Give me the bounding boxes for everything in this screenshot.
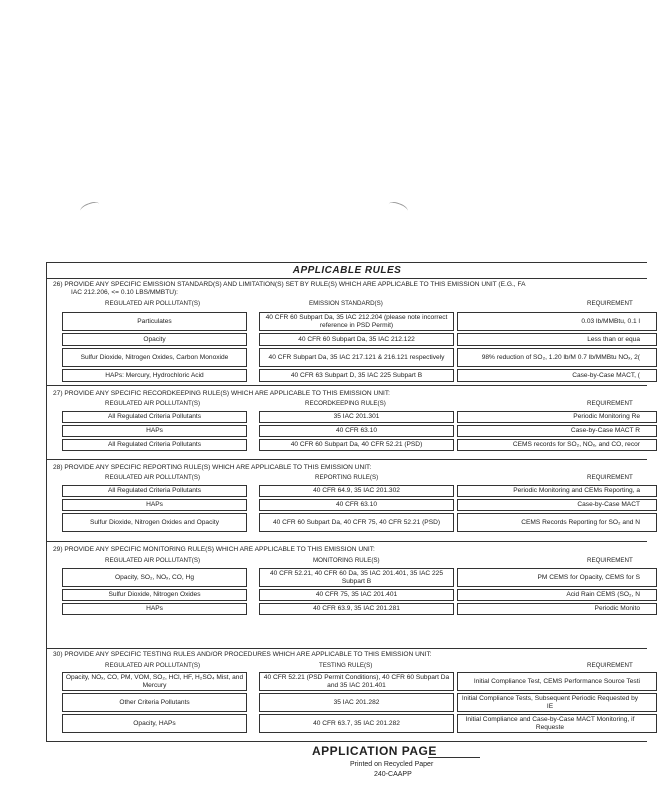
table-cell: Opacity, NOₓ, CO, PM, VOM, SO₂, HCl, HF, H₂SO₄ Mist, and Mercury <box>62 672 247 691</box>
col-header-pollutants: REGULATED AIR POLLUTANT(S) <box>105 300 201 307</box>
section-29-instruction: 29) PROVIDE ANY SPECIFIC MONITORING RULE(S) WHICH ARE APPLICABLE TO THIS EMISSION UNIT: <box>53 546 375 553</box>
table-cell: HAPs <box>62 425 247 437</box>
table-cell: All Regulated Criteria Pollutants <box>62 411 247 423</box>
table-cell: 40 CFR 60 Subpart Da, 35 IAC 212.122 <box>259 333 454 346</box>
col-header-pollutants: REGULATED AIR POLLUTANT(S) <box>105 557 201 564</box>
table-cell: 40 CFR 60 Subpart Da, 40 CFR 75, 40 CFR 52.21 (PSD) <box>259 513 454 532</box>
divider <box>47 459 647 460</box>
col-header-requirement: REQUIREMENT <box>587 662 633 669</box>
table-cell: Case-by-Case MACT <box>457 499 657 511</box>
table-cell: All Regulated Criteria Pollutants <box>62 439 247 451</box>
form-title: APPLICABLE RULES <box>292 265 402 276</box>
col-header-requirement: REQUIREMENT <box>587 400 633 407</box>
table-cell: All Regulated Criteria Pollutants <box>62 485 247 497</box>
table-cell: Initial Compliance Test, CEMS Performance Source Testi <box>457 672 657 691</box>
table-cell: 40 CFR 52.21 (PSD Permit Conditions), 40 CFR 60 Subpart Da and 35 IAC 201.401 <box>259 672 454 691</box>
col-header-recordkeeping: RECORDKEEPING RULE(S) <box>305 400 386 407</box>
divider <box>47 278 647 279</box>
table-cell: 40 CFR 63.7, 35 IAC 201.282 <box>259 714 454 733</box>
col-header-requirement: REQUIREMENT <box>587 557 633 564</box>
divider <box>47 648 647 649</box>
table-cell: 40 CFR 63 Subpart D, 35 IAC 225 Subpart B <box>259 369 454 382</box>
page-number-blank <box>428 757 480 758</box>
table-cell: Initial Compliance and Case-by-Case MACT Monitoring, if Requeste <box>457 714 657 733</box>
table-cell: Sulfur Dioxide, Nitrogen Oxides, Carbon Monoxide <box>62 348 247 367</box>
section-26-instruction-cont: IAC 212.206, <= 0.10 LBS/MMBTU): <box>71 289 179 296</box>
table-cell: Periodic Monito <box>457 603 657 615</box>
punch-mark <box>387 200 409 215</box>
col-header-pollutants: REGULATED AIR POLLUTANT(S) <box>105 400 201 407</box>
application-page-label: APPLICATION PAGE <box>312 744 437 758</box>
table-cell: Particulates <box>62 312 247 331</box>
table-cell: 40 CFR Subpart Da, 35 IAC 217.121 & 216.121 respectively <box>259 348 454 367</box>
col-header-requirement: REQUIREMENT <box>587 474 633 481</box>
section-28-instruction: 28) PROVIDE ANY SPECIFIC REPORTING RULE(S) WHICH ARE APPLICABLE TO THIS EMISSION UNIT: <box>53 464 372 471</box>
table-cell: Acid Rain CEMS (SO₂, N <box>457 589 657 601</box>
table-cell: 40 CFR 63.10 <box>259 425 454 437</box>
table-cell: PM CEMS for Opacity, CEMS for S <box>457 568 657 587</box>
col-header-pollutants: REGULATED AIR POLLUTANT(S) <box>105 474 201 481</box>
divider <box>47 385 647 386</box>
table-cell: 35 IAC 201.282 <box>259 693 454 712</box>
col-header-standards: EMISSION STANDARD(S) <box>309 300 383 307</box>
applicable-rules-form <box>46 262 647 742</box>
table-cell: Periodic Monitoring and CEMs Reporting, a <box>457 485 657 497</box>
table-cell: HAPs: Mercury, Hydrochloric Acid <box>62 369 247 382</box>
section-26-instruction: 26) PROVIDE ANY SPECIFIC EMISSION STANDARD(S) AND LIMITATION(S) SET BY RULE(S) WHICH ARE APPLICABLE TO THIS EMISSION UNIT (E.G., FA <box>53 281 526 288</box>
table-cell: Other Criteria Pollutants <box>62 693 247 712</box>
table-cell: 35 IAC 201.301 <box>259 411 454 423</box>
form-code: 240-CAAPP <box>374 771 412 778</box>
table-cell: 40 CFR 64.9, 35 IAC 201.302 <box>259 485 454 497</box>
table-cell: Opacity, SO₂, NOₓ, CO, Hg <box>62 568 247 587</box>
table-cell: 98% reduction of SO₂, 1.20 lb/M 0.7 lb/MMBtu NOₓ, 2( <box>457 348 657 367</box>
table-cell: 40 CFR 60 Subpart Da, 40 CFR 52.21 (PSD) <box>259 439 454 451</box>
table-cell: CEMS records for SO₂, NOₓ, and CO, recor <box>457 439 657 451</box>
table-cell: HAPs <box>62 603 247 615</box>
col-header-reporting: REPORTING RULE(S) <box>315 474 379 481</box>
table-cell: 0.03 lb/MMBtu, 0.1 l <box>457 312 657 331</box>
col-header-testing: TESTING RULE(S) <box>319 662 373 669</box>
table-cell: 40 CFR 63.9, 35 IAC 201.281 <box>259 603 454 615</box>
table-cell: CEMS Records Reporting for SO₂ and N <box>457 513 657 532</box>
table-cell: Case-by-Case MACT R <box>457 425 657 437</box>
recycled-paper-note: Printed on Recycled Paper <box>350 761 434 768</box>
table-cell: 40 CFR 60 Subpart Da, 35 IAC 212.204 (please note incorrect reference in PSD Permit) <box>259 312 454 331</box>
table-cell: Case-by-Case MACT, ( <box>457 369 657 382</box>
col-header-monitoring: MONITORING RULE(S) <box>313 557 380 564</box>
section-27-instruction: 27) PROVIDE ANY SPECIFIC RECORDKEEPING RULE(S) WHICH ARE APPLICABLE TO THIS EMISSION UNIT: <box>53 390 390 397</box>
col-header-pollutants: REGULATED AIR POLLUTANT(S) <box>105 662 201 669</box>
table-cell: 40 CFR 52.21, 40 CFR 60 Da, 35 IAC 201.401, 35 IAC 225 Subpart B <box>259 568 454 587</box>
table-cell: Sulfur Dioxide, Nitrogen Oxides <box>62 589 247 601</box>
divider <box>47 541 647 542</box>
table-cell: Opacity, HAPs <box>62 714 247 733</box>
punch-mark <box>79 200 101 215</box>
table-cell: 40 CFR 75, 35 IAC 201.401 <box>259 589 454 601</box>
table-cell: Periodic Monitoring Re <box>457 411 657 423</box>
table-cell: Sulfur Dioxide, Nitrogen Oxides and Opacity <box>62 513 247 532</box>
table-cell: Initial Compliance Tests, Subsequent Periodic Requested by IE <box>457 693 657 712</box>
col-header-requirement: REQUIREMENT <box>587 300 633 307</box>
table-cell: 40 CFR 63.10 <box>259 499 454 511</box>
table-cell: Opacity <box>62 333 247 346</box>
table-cell: Less than or equa <box>457 333 657 346</box>
section-30-instruction: 30) PROVIDE ANY SPECIFIC TESTING RULES AND/OR PROCEDURES WHICH ARE APPLICABLE TO THIS EMISSION UNIT: <box>53 651 432 658</box>
table-cell: HAPs <box>62 499 247 511</box>
